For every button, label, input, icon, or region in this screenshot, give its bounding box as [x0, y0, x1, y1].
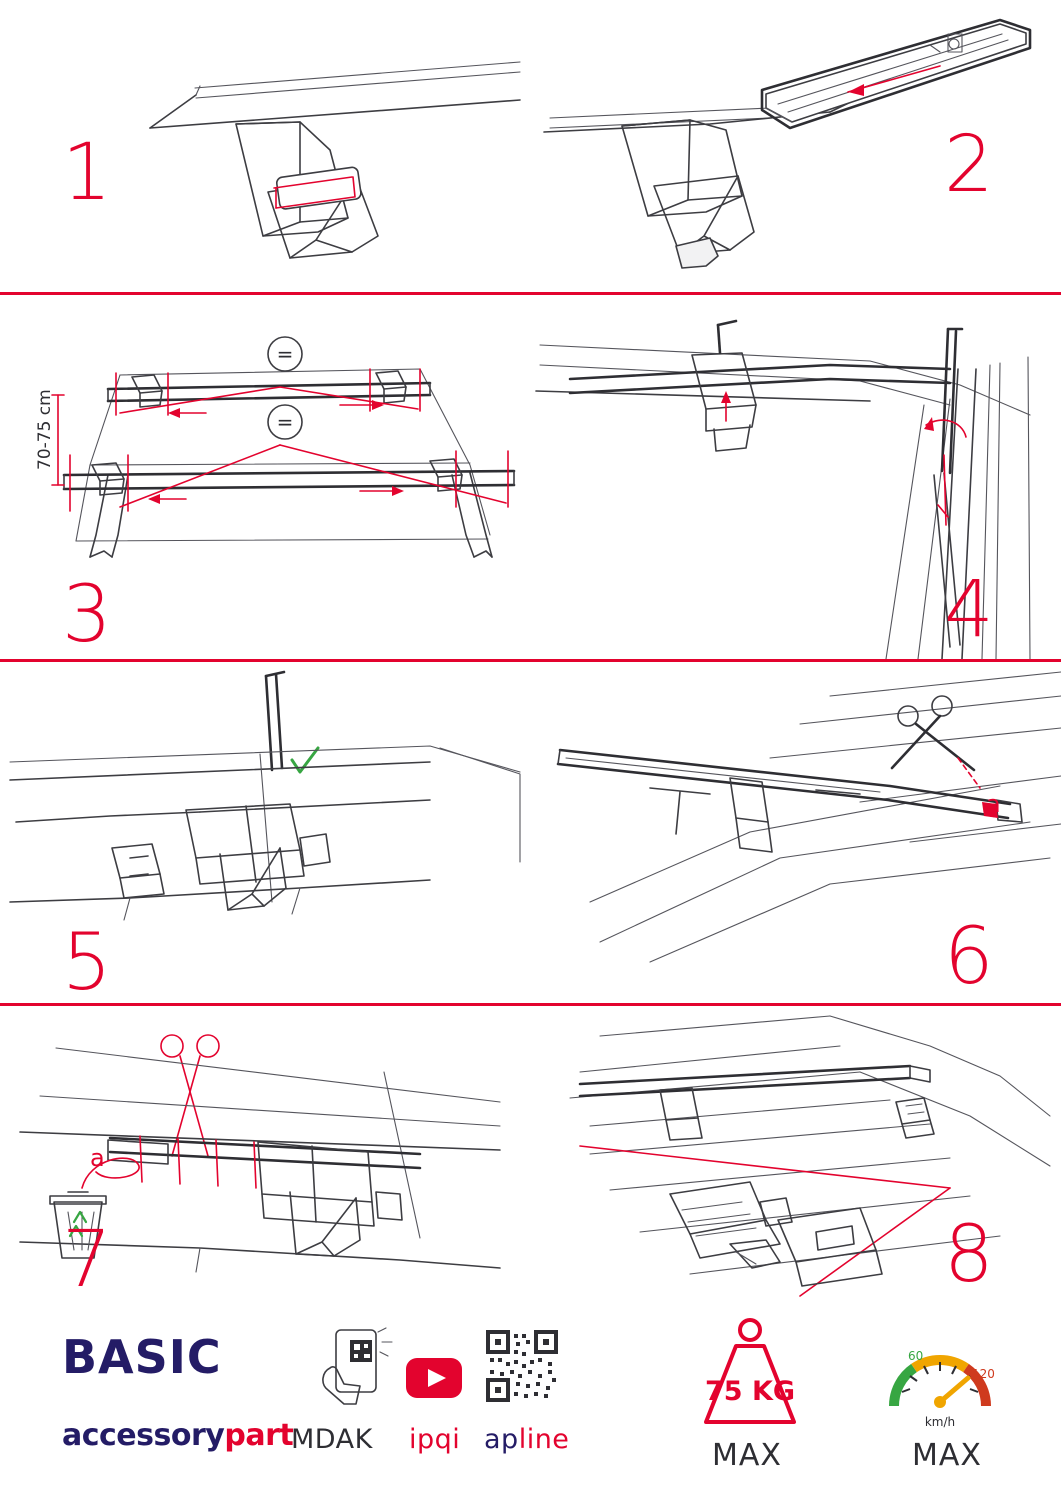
max-load-icon: [690, 1318, 810, 1428]
speed-unit-label: km/h: [924, 1415, 956, 1429]
step-2-panel: [530, 0, 1061, 292]
mdak-label-part1: MD: [291, 1424, 336, 1455]
brand-accessory-text: accessory: [62, 1418, 225, 1453]
step-3-dimension-label: 70-75 cm: [35, 389, 55, 470]
qr-code-icon: [486, 1330, 558, 1402]
ipqi-logo-label: ipqi: [409, 1424, 461, 1455]
mdak-label-part2: AK: [335, 1424, 373, 1455]
gauge-tick-60: 60: [908, 1349, 924, 1363]
equal-mark-bottom: =: [276, 410, 294, 434]
equal-mark-top: =: [276, 342, 294, 366]
step-8-panel: [530, 1006, 1061, 1300]
step-1-number: 1: [62, 128, 110, 218]
apline-label-part1: ap: [484, 1424, 519, 1455]
step-4-number: 4: [944, 565, 992, 655]
apline-label-part2: line: [518, 1424, 570, 1455]
step-1-panel: [0, 0, 530, 292]
step-3-number: 3: [62, 570, 110, 659]
step-5-number: 5: [62, 918, 110, 1003]
step-7-label-a: a: [90, 1144, 105, 1172]
step-8-number: 8: [944, 1210, 992, 1300]
max-speed-caption: MAX: [912, 1438, 982, 1473]
step-4-panel: [530, 295, 1061, 659]
brand-basic-logo: BASIC: [62, 1330, 222, 1384]
step-7-panel: [0, 1006, 530, 1300]
youtube-icon[interactable]: [406, 1358, 462, 1398]
step-3-panel: [0, 295, 530, 659]
step-6-number: 6: [944, 912, 992, 1002]
speedometer-icon: [880, 1322, 1000, 1432]
max-load-value: 75 KG: [704, 1376, 796, 1407]
brand-accessorypart-logo: [62, 1418, 293, 1453]
mdak-logo-label: [291, 1424, 373, 1455]
step-2-number: 2: [944, 120, 992, 210]
step-7-number: 7: [62, 1215, 110, 1300]
max-load-caption: MAX: [712, 1438, 782, 1473]
step-6-label-a: a: [986, 790, 1001, 818]
gauge-tick-120: 120: [972, 1367, 995, 1381]
step-6-panel: [530, 662, 1061, 1003]
step-5-panel: [0, 662, 530, 1003]
brand-part-text: part: [224, 1418, 294, 1453]
apline-logo-label: [484, 1424, 569, 1455]
qr-scan-hand-icon: [310, 1328, 394, 1414]
